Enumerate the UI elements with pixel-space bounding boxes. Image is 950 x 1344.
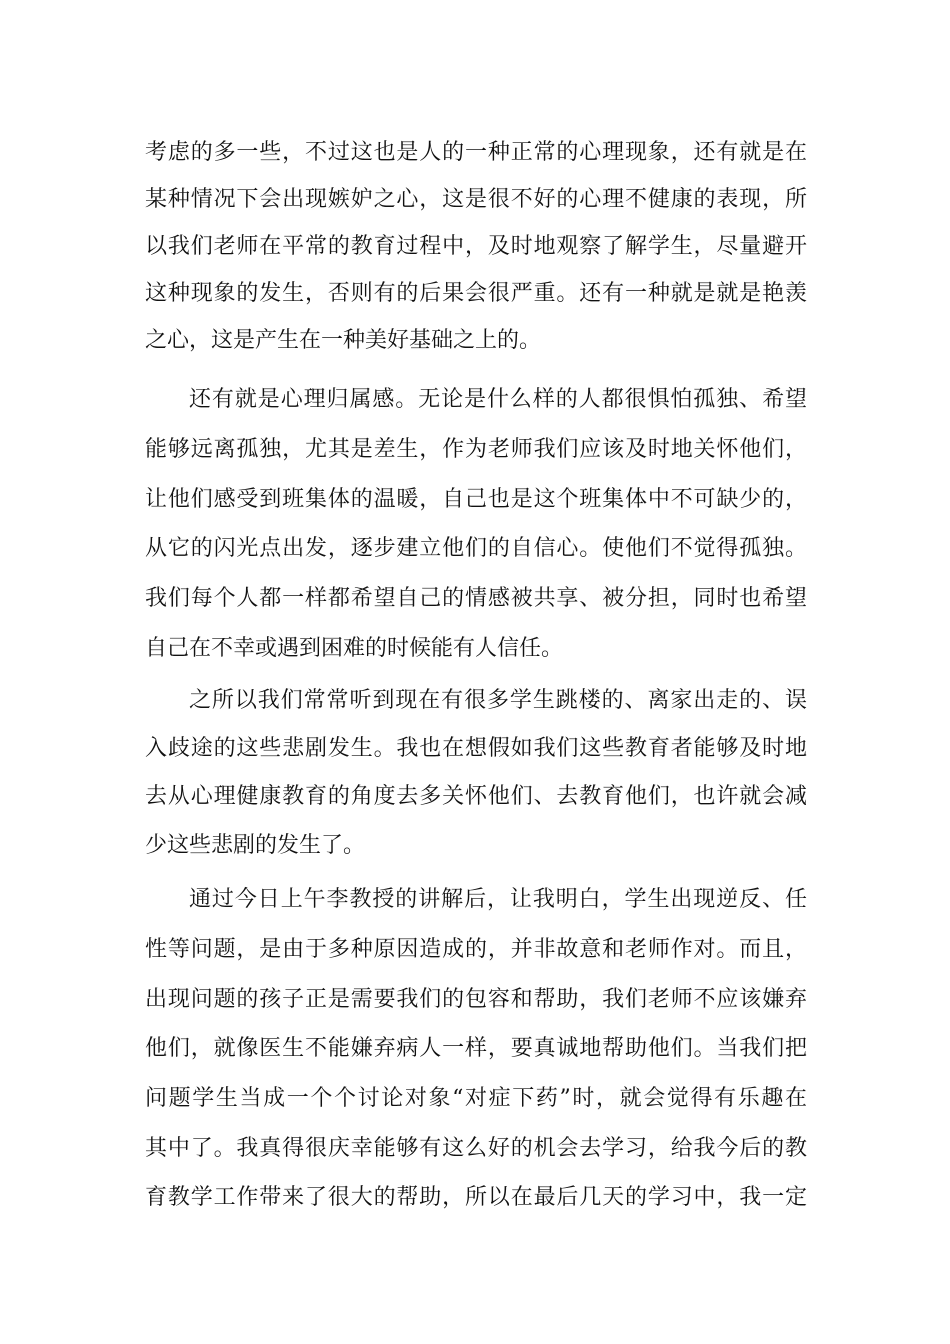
text-line: 考虑的多一些，不过这也是人的一种正常的心理现象，还有就是在: [145, 140, 807, 165]
text-line: 育教学工作带来了很大的帮助，所以在最后几天的学习中，我一定: [145, 1185, 807, 1210]
text-line: 之所以我们常常听到现在有很多学生跳楼的、离家出走的、误: [189, 688, 807, 713]
text-line: 我们每个人都一样都希望自己的情感被共享、被分担，同时也希望: [145, 586, 807, 611]
text-line: 其中了。我真得很庆幸能够有这么好的机会去学习，给我今后的教: [145, 1136, 807, 1161]
text-line: 从它的闪光点出发，逐步建立他们的自信心。使他们不觉得孤独。: [145, 536, 807, 561]
text-line: 自己在不幸或遇到困难的时候能有人信任。: [145, 636, 564, 661]
text-line: 出现问题的孩子正是需要我们的包容和帮助，我们老师不应该嫌弃: [145, 987, 807, 1012]
text-line: 通过今日上午李教授的讲解后，让我明白，学生出现逆反、任: [189, 887, 807, 912]
text-line: 某种情况下会出现嫉妒之心，这是很不好的心理不健康的表现，所: [145, 187, 807, 212]
text-line: 他们，就像医生不能嫌弃病人一样，要真诚地帮助他们。当我们把: [145, 1036, 807, 1061]
text-line: 去从心理健康教育的角度去多关怀他们、去教育他们，也许就会减: [145, 784, 807, 809]
text-line: 以我们老师在平常的教育过程中，及时地观察了解学生，尽量避开: [145, 234, 807, 259]
text-line: 还有就是心理归属感。无论是什么样的人都很惧怕孤独、希望: [189, 387, 807, 412]
text-line: 问题学生当成一个个讨论对象“对症下药”时，就会觉得有乐趣在: [145, 1086, 807, 1111]
text-line: 能够远离孤独，尤其是差生，作为老师我们应该及时地关怀他们，: [145, 437, 807, 462]
text-line: 让他们感受到班集体的温暖，自己也是这个班集体中不可缺少的，: [145, 487, 807, 512]
text-line: 少这些悲剧的发生了。: [145, 833, 366, 858]
text-line: 入歧途的这些悲剧发生。我也在想假如我们这些教育者能够及时地: [145, 736, 807, 761]
text-line: 之心，这是产生在一种美好基础之上的。: [145, 328, 542, 353]
text-line: 这种现象的发生，否则有的后果会很严重。还有一种就是就是艳羡: [145, 281, 807, 306]
text-line: 性等问题，是由于多种原因造成的，并非故意和老师作对。而且，: [145, 937, 807, 962]
